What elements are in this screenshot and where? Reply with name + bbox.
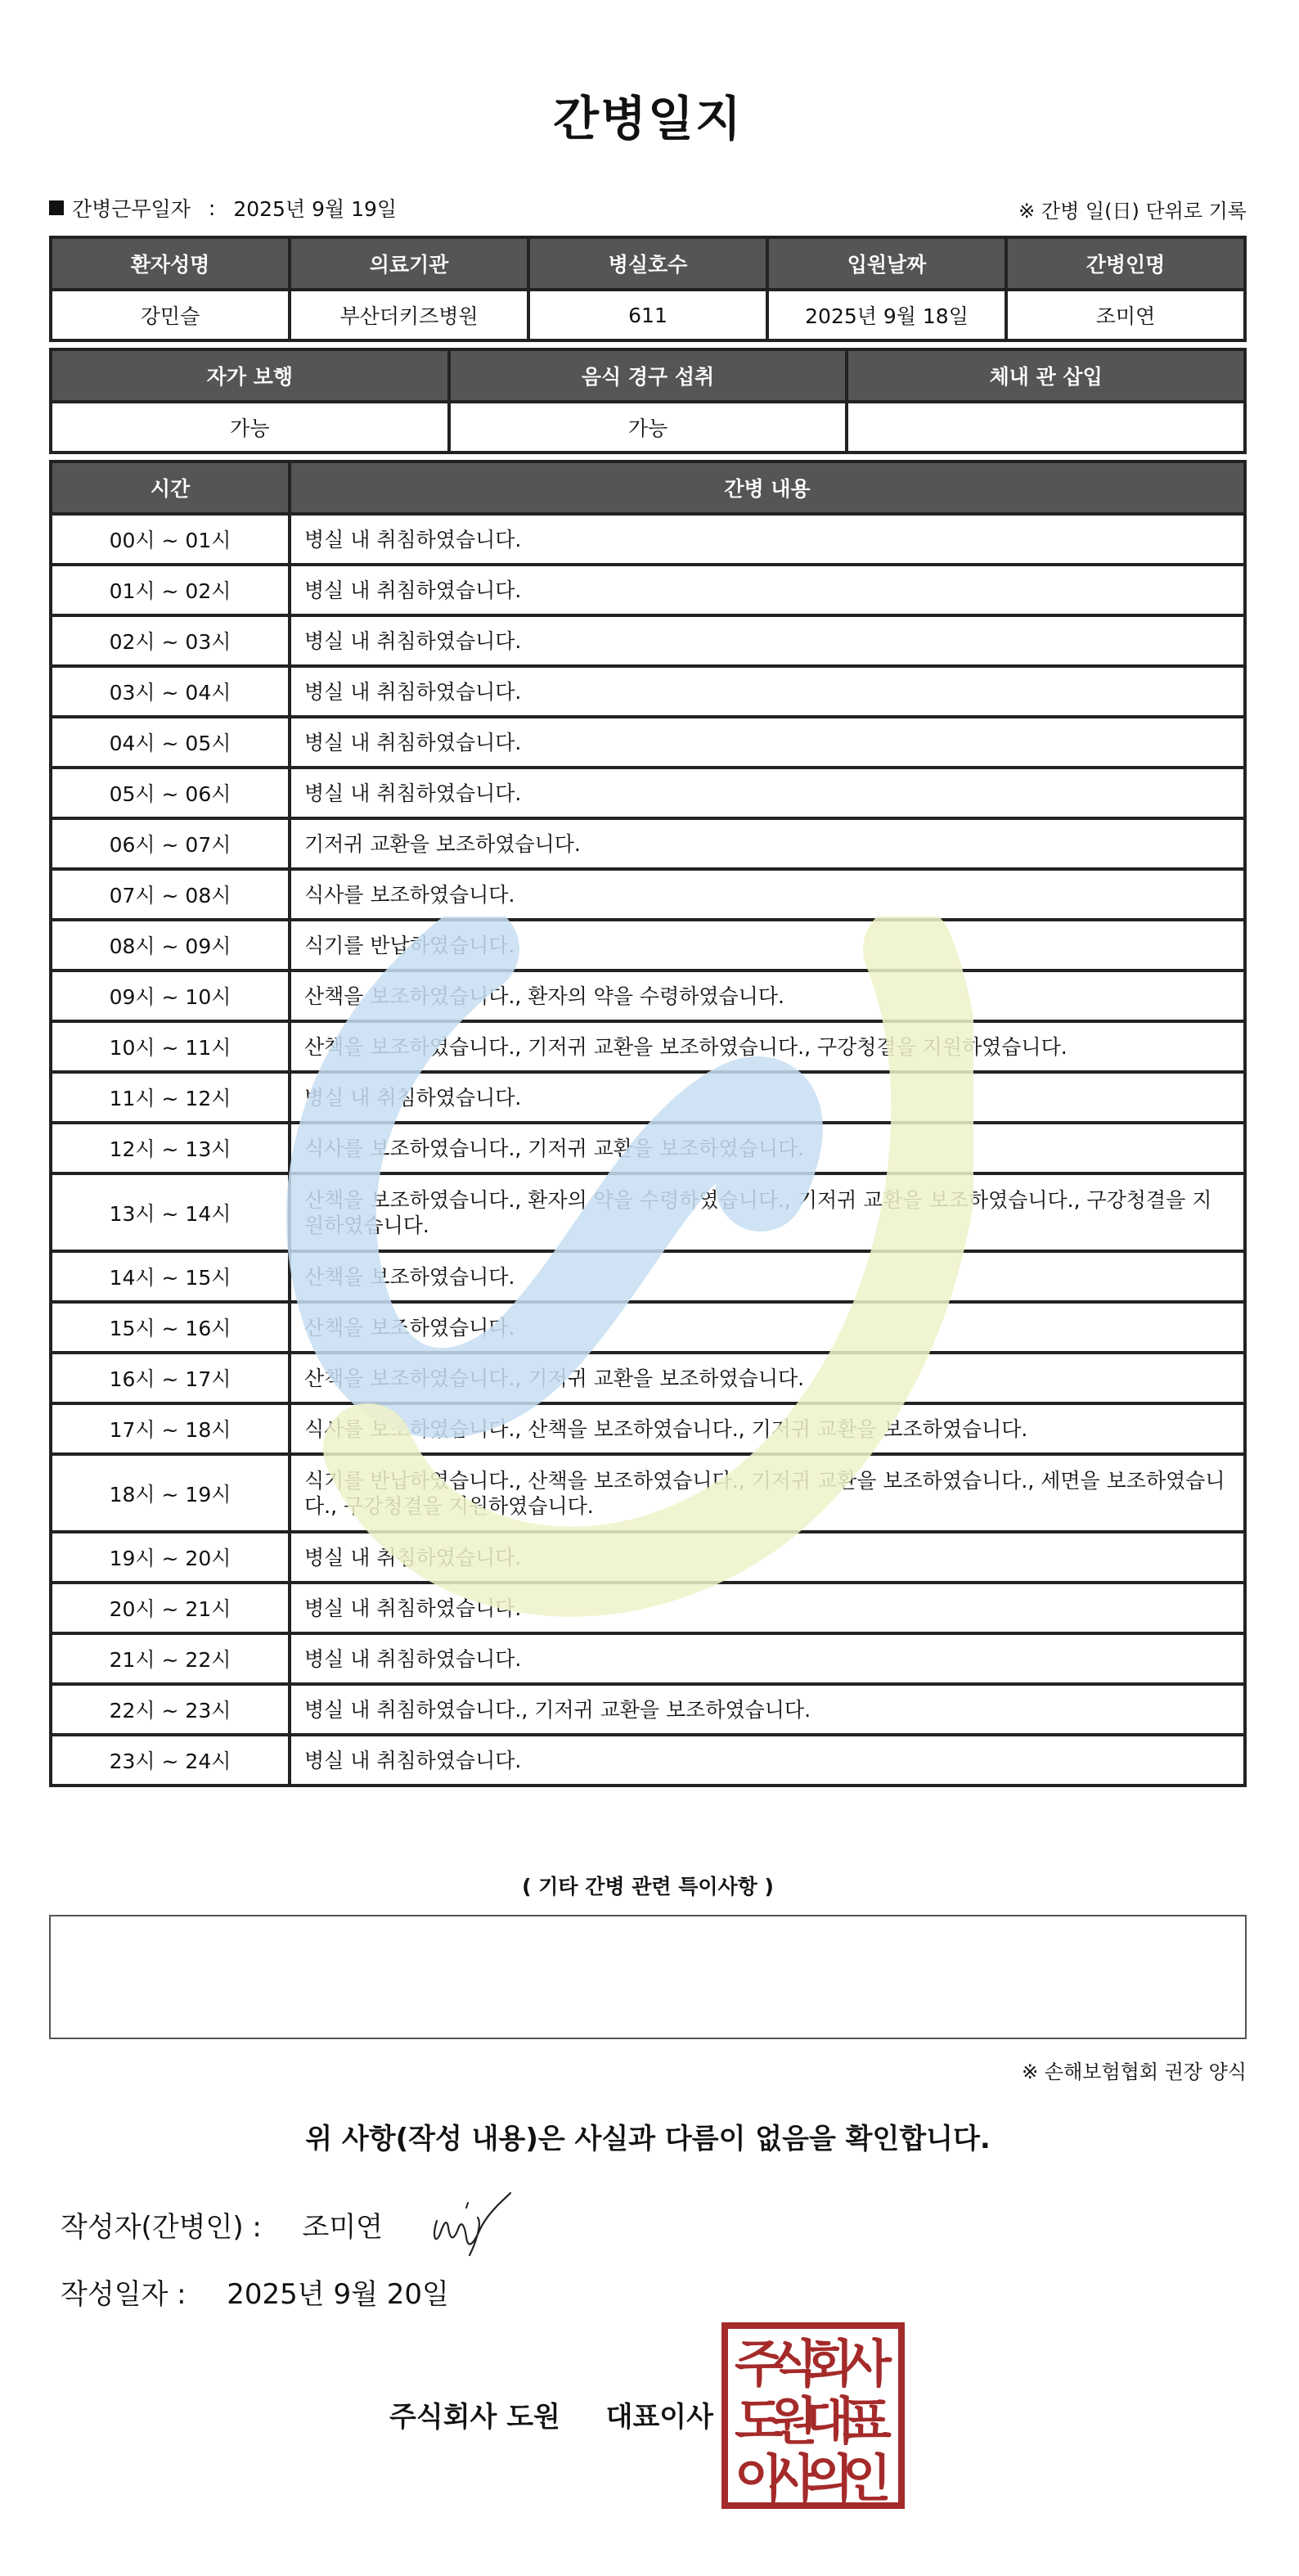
log-time: 17시 ~ 18시 <box>51 1403 290 1454</box>
svg-text:인: 인 <box>843 2448 892 2508</box>
log-time: 07시 ~ 08시 <box>51 869 290 920</box>
log-content: 병실 내 취침하였습니다. <box>290 1072 1245 1123</box>
log-time: 16시 ~ 17시 <box>51 1353 290 1403</box>
notes-box <box>49 1915 1247 2039</box>
log-content: 병실 내 취침하였습니다. <box>290 1633 1245 1684</box>
signature-image <box>425 2185 524 2259</box>
log-content: 식사를 보조하였습니다., 기저귀 교환을 보조하였습니다. <box>290 1123 1245 1173</box>
writer-name: 조미연 <box>302 2211 384 2244</box>
log-time: 11시 ~ 12시 <box>51 1072 290 1123</box>
write-date-label: 작성일자 : <box>61 2278 187 2311</box>
log-time: 08시 ~ 09시 <box>51 920 290 971</box>
log-row <box>51 1735 1245 1786</box>
write-date-value: 2025년 9월 20일 <box>227 2278 449 2311</box>
log-time: 10시 ~ 11시 <box>51 1021 290 1072</box>
log-content: 식사를 보조하였습니다., 산책을 보조하였습니다., 기저귀 교환을 보조하였습니다. <box>290 1403 1245 1454</box>
svg-text:회: 회 <box>805 2334 854 2394</box>
svg-text:주: 주 <box>735 2334 784 2394</box>
admission-date: 2025년 9월 18일 <box>767 290 1006 340</box>
log-row <box>51 1454 1245 1532</box>
confirmation-statement: 위 사항(작성 내용)은 사실과 다름이 없음을 확인합니다. <box>305 2123 991 2155</box>
log-row <box>51 615 1245 666</box>
header-patient-name: 환자성명 <box>51 237 290 290</box>
log-row <box>51 869 1245 920</box>
header-admission-date: 입원날짜 <box>767 237 1006 290</box>
log-row <box>51 1633 1245 1684</box>
representative-title: 대표이사 <box>605 2401 713 2434</box>
log-time: 12시 ~ 13시 <box>51 1123 290 1173</box>
log-content: 병실 내 취침하였습니다. <box>290 768 1245 818</box>
log-time: 05시 ~ 06시 <box>51 768 290 818</box>
patient-info-table <box>49 236 1247 342</box>
log-row <box>51 1583 1245 1633</box>
room-number: 611 <box>528 290 767 340</box>
header-time: 시간 <box>51 462 290 514</box>
log-time: 21시 ~ 22시 <box>51 1633 290 1684</box>
header-hospital: 의료기관 <box>290 237 528 290</box>
log-content: 산책을 보조하였습니다. <box>290 1251 1245 1302</box>
svg-text:이: 이 <box>735 2448 784 2508</box>
writer-label: 작성자(간병인) : <box>61 2211 262 2244</box>
log-row <box>51 1353 1245 1403</box>
log-time: 20시 ~ 21시 <box>51 1583 290 1633</box>
svg-text:식: 식 <box>769 2334 818 2394</box>
log-row <box>51 1072 1245 1123</box>
log-content: 기저귀 교환을 보조하였습니다. <box>290 818 1245 869</box>
work-date-row <box>49 193 397 223</box>
log-row <box>51 920 1245 971</box>
log-content: 병실 내 취침하였습니다. <box>290 1735 1245 1786</box>
log-row <box>51 971 1245 1021</box>
svg-text:사: 사 <box>769 2448 818 2508</box>
log-row <box>51 1123 1245 1173</box>
svg-text:표: 표 <box>843 2391 892 2451</box>
log-time: 23시 ~ 24시 <box>51 1735 290 1786</box>
log-time: 04시 ~ 05시 <box>51 717 290 768</box>
log-content: 산책을 보조하였습니다., 기저귀 교환을 보조하였습니다. <box>290 1353 1245 1403</box>
svg-text:대: 대 <box>805 2391 854 2451</box>
log-row <box>51 768 1245 818</box>
company-name: 주식회사 도원 <box>389 2401 560 2434</box>
header-care-content: 간병 내용 <box>290 462 1245 514</box>
oral-intake-value: 가능 <box>449 402 847 453</box>
log-content: 산책을 보조하였습니다., 기저귀 교환을 보조하였습니다., 구강청결을 지원하였습니다. <box>290 1021 1245 1072</box>
header-room: 병실호수 <box>528 237 767 290</box>
log-row <box>51 1302 1245 1353</box>
form-note: ※ 손해보험협회 권장 양식 <box>1022 2060 1247 2083</box>
log-content: 병실 내 취침하였습니다. <box>290 1532 1245 1583</box>
log-content: 식기를 반납하였습니다. <box>290 920 1245 971</box>
self-walking-value: 가능 <box>51 402 449 453</box>
page-title: 간병일지 <box>552 91 744 146</box>
log-time: 18시 ~ 19시 <box>51 1454 290 1532</box>
log-row <box>51 514 1245 565</box>
square-bullet-icon <box>49 200 64 215</box>
log-content: 병실 내 취침하였습니다. <box>290 565 1245 615</box>
svg-text:원: 원 <box>769 2391 818 2451</box>
log-time: 19시 ~ 20시 <box>51 1532 290 1583</box>
log-row <box>51 818 1245 869</box>
log-time: 14시 ~ 15시 <box>51 1251 290 1302</box>
caregiver-name: 조미연 <box>1006 290 1245 340</box>
log-time: 02시 ~ 03시 <box>51 615 290 666</box>
patient-status-table <box>49 348 1247 454</box>
log-content: 병실 내 취침하였습니다. <box>290 615 1245 666</box>
tube-insertion-value <box>847 402 1245 453</box>
header-oral-intake: 음식 경구 섭취 <box>449 349 847 402</box>
log-content: 산책을 보조하였습니다., 환자의 약을 수령하였습니다. <box>290 971 1245 1021</box>
log-content: 병실 내 취침하였습니다., 기저귀 교환을 보조하였습니다. <box>290 1684 1245 1735</box>
company-seal-stamp <box>721 2322 905 2509</box>
log-content: 식사를 보조하였습니다. <box>290 869 1245 920</box>
log-content: 산책을 보조하였습니다., 환자의 약을 수령하였습니다., 기저귀 교환을 보조하였습니다., 구강청결을 지원하였습니다. <box>290 1173 1245 1251</box>
log-time: 01시 ~ 02시 <box>51 565 290 615</box>
unit-note: ※ 간병 일(日) 단위로 기록 <box>1018 200 1247 223</box>
work-date-label: 간병근무일자 <box>72 197 191 221</box>
log-content: 병실 내 취침하였습니다. <box>290 666 1245 717</box>
log-time: 06시 ~ 07시 <box>51 818 290 869</box>
log-row <box>51 565 1245 615</box>
log-row <box>51 1021 1245 1072</box>
header-caregiver: 간병인명 <box>1006 237 1245 290</box>
log-content: 병실 내 취침하였습니다. <box>290 717 1245 768</box>
log-time: 13시 ~ 14시 <box>51 1173 290 1251</box>
log-row <box>51 1532 1245 1583</box>
log-row <box>51 1251 1245 1302</box>
write-date-row <box>61 2272 449 2312</box>
log-time: 09시 ~ 10시 <box>51 971 290 1021</box>
log-time: 03시 ~ 04시 <box>51 666 290 717</box>
log-time: 00시 ~ 01시 <box>51 514 290 565</box>
log-content: 산책을 보조하였습니다. <box>290 1302 1245 1353</box>
work-date-separator: : <box>208 196 216 220</box>
log-row <box>51 1684 1245 1735</box>
svg-text:도: 도 <box>735 2391 784 2451</box>
hospital-name: 부산더키즈병원 <box>290 290 528 340</box>
care-log-table <box>49 460 1247 1787</box>
patient-name: 강민슬 <box>51 290 290 340</box>
log-row <box>51 717 1245 768</box>
notes-title: ( 기타 간병 관련 특이사항 ) <box>522 1875 774 1898</box>
header-tube-insertion: 체내 관 삽입 <box>847 349 1245 402</box>
log-row <box>51 1173 1245 1251</box>
work-date-value: 2025년 9월 19일 <box>233 197 398 221</box>
log-time: 22시 ~ 23시 <box>51 1684 290 1735</box>
header-self-walking: 자가 보행 <box>51 349 449 402</box>
log-content: 식기를 반납하였습니다., 산책을 보조하였습니다., 기저귀 교환을 보조하였습니다., 세면을 보조하였습니다., 구강청결을 지원하였습니다. <box>290 1454 1245 1532</box>
log-content: 병실 내 취침하였습니다. <box>290 1583 1245 1633</box>
log-content: 병실 내 취침하였습니다. <box>290 514 1245 565</box>
writer-row <box>61 2204 383 2245</box>
svg-text:의: 의 <box>805 2448 854 2508</box>
company-row <box>389 2394 713 2434</box>
log-row <box>51 1403 1245 1454</box>
log-time: 15시 ~ 16시 <box>51 1302 290 1353</box>
log-row <box>51 666 1245 717</box>
svg-text:사: 사 <box>843 2334 892 2394</box>
